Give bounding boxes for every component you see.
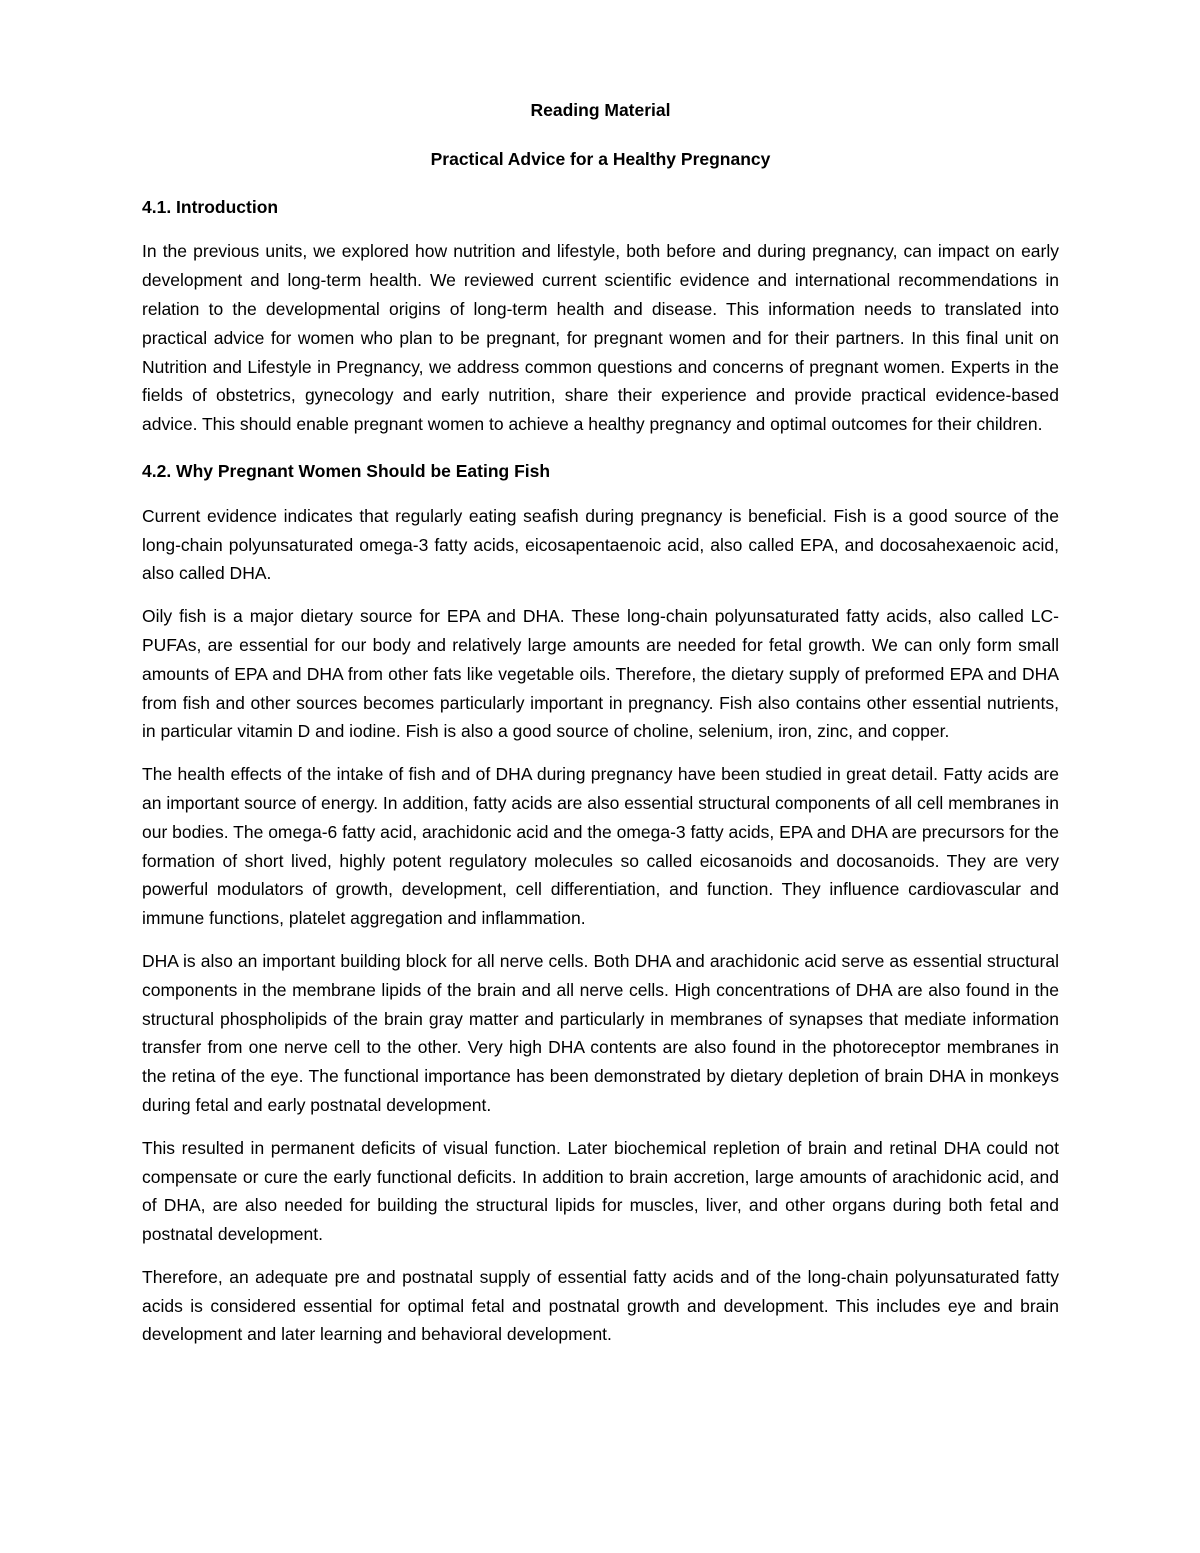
paragraph: Therefore, an adequate pre and postnatal supply of essential fatty acids and of the long-chain polyunsaturated fatty acids is considered essential for optimal fetal and postnatal growth and development. This includes eye and brain development and later learning and behavioral development. [142, 1266, 1059, 1345]
document-page [142, 96, 1059, 1363]
section-heading: 4.2. Why Pregnant Women Should be Eating Fish [142, 460, 551, 481]
section-introduction [142, 193, 1059, 439]
paragraph: Oily fish is a major dietary source for EPA and DHA. These long-chain polyunsaturated fatty acids, also called LC-PUFAs, are essential for our body and relatively large amounts are needed for fetal growth. We can only form small amounts of EPA and DHA from other fats like vegetable oils. Therefore, the dietary supply of preformed EPA and DHA from fish and other sources becomes particularly important in pregnancy. Fish also contains other essential nutrients, in particular vitamin D and iodine. Fish is also a good source of choline, selenium, iron, zinc, and copper. [142, 606, 1059, 742]
paragraph: This resulted in permanent deficits of visual function. Later biochemical repletion of brain and retinal DHA could not compensate or cure the early functional deficits. In addition to brain accretion, large amounts of arachidonic acid, and of DHA, are also needed for building the structural lipids for muscles, liver, and other organs during both fetal and postnatal development. [142, 1137, 1059, 1245]
paragraph: DHA is also an important building block for all nerve cells. Both DHA and arachidonic acid serve as essential structural components in the membrane lipids of the brain and all nerve cells. High concentrations of DHA are also found in the structural phospholipids of the brain gray matter and particularly in membranes of synapses that mediate information transfer from one nerve cell to the other. Very high DHA contents are also found in the photoreceptor membranes in the retina of the eye. The functional importance has been demonstrated by dietary depletion of brain DHA in monkeys during fetal and early postnatal development. [142, 950, 1059, 1115]
document-title: Practical Advice for a Healthy Pregnancy [430, 148, 771, 169]
paragraph: In the previous units, we explored how nutrition and lifestyle, both before and during pregnancy, can impact on early development and long-term health. We reviewed current scientific evidence and international recommendations in relation to the developmental origins of long-term health and disease. This information needs to translated into practical advice for women who plan to be pregnant, for pregnant women and for their partners. In this final unit on Nutrition and Lifestyle in Pregnancy, we address common questions and concerns of pregnant women. Experts in the fields of obstetrics, gynecology and early nutrition, share their experience and provide practical evidence-based advice. This should enable pregnant women to achieve a healthy pregnancy and optimal outcomes for their children. [142, 241, 1059, 435]
paragraph: Current evidence indicates that regularly eating seafish during pregnancy is beneficial. Fish is a good source of the long-chain polyunsaturated omega-3 fatty acids, eicosapentaenoic acid, also called EPA, and docosahexaenoic acid, also called DHA. [142, 505, 1059, 584]
document-label: Reading Material [530, 100, 671, 120]
paragraph: The health effects of the intake of fish and of DHA during pregnancy have been studied in great detail. Fatty acids are an important source of energy. In addition, fatty acids are also essential structural components of all cell membranes in our bodies. The omega-6 fatty acid, arachidonic acid and the omega-3 fatty acids, EPA and DHA are precursors for the formation of short lived, highly potent regulatory molecules so called eicosanoids and docosanoids. They are very powerful modulators of growth, development, cell differentiation, and function. They influence cardiovascular and immune functions, platelet aggregation and inflammation. [142, 764, 1059, 929]
section-heading: 4.1. Introduction [142, 196, 279, 217]
section-fish [142, 457, 1059, 1349]
